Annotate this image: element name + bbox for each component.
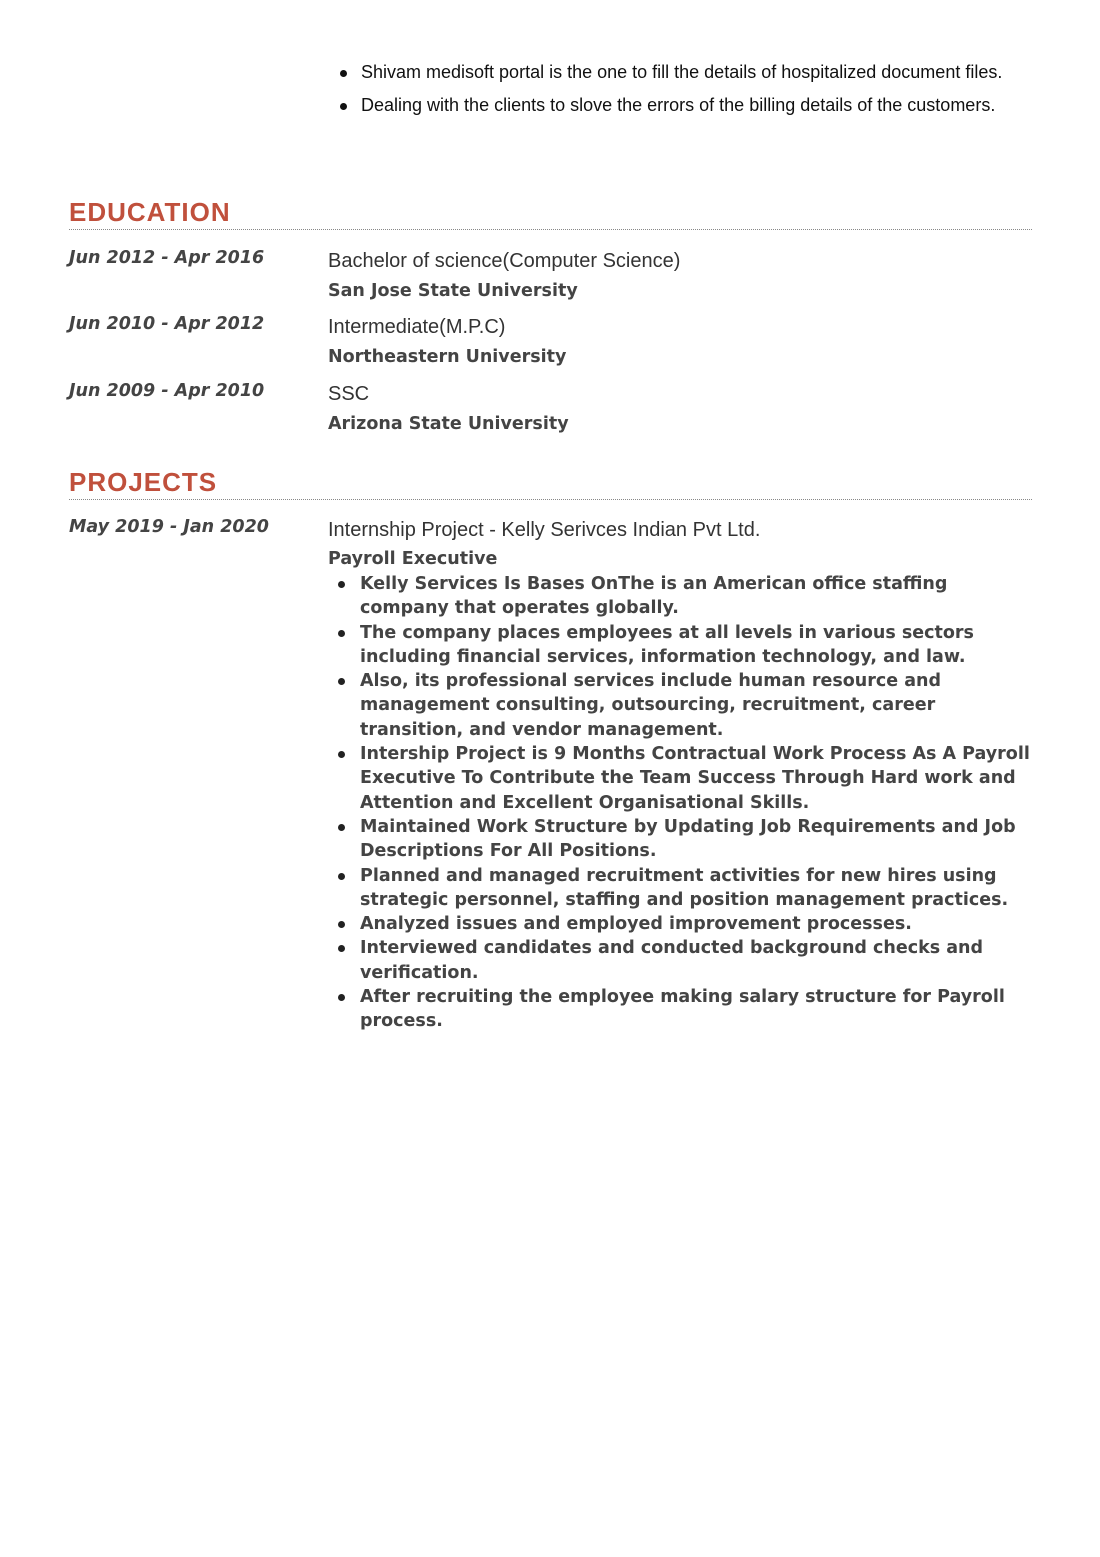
project-name: Internship Project - Kelly Serivces Indian Pvt Ltd. xyxy=(328,519,761,541)
bullet-item: Dealing with the clients to slove the errors of the billing details of the customers. xyxy=(338,93,1038,118)
education-section-header xyxy=(69,197,1032,230)
bullet-item: Also, its professional services include human resource and management consulting, outsourcing, recruitment, career transition, and vendor management. xyxy=(328,669,1033,742)
bullet-item: Shivam medisoft portal is the one to fill the details of hospitalized document files. xyxy=(338,60,1038,85)
school: San Jose State University xyxy=(328,281,578,301)
bullet-item: Analyzed issues and employed improvement processes. xyxy=(328,912,1033,936)
project-role: Payroll Executive xyxy=(328,549,498,569)
degree: SSC xyxy=(328,383,370,405)
bullet-item: After recruiting the employee making salary structure for Payroll process. xyxy=(328,985,1033,1034)
bullet-item: Kelly Services Is Bases OnThe is an American office staffing company that operates globally. xyxy=(328,572,1033,621)
school: Arizona State University xyxy=(328,414,569,434)
education-dates: Jun 2010 - Apr 2012 xyxy=(69,314,265,334)
section-divider xyxy=(69,229,1032,230)
project-bullets xyxy=(328,572,1033,1034)
bullet-item: Planned and managed recruitment activities for new hires using strategic personnel, staffing and position management practices. xyxy=(328,864,1033,913)
section-title: EDUCATION xyxy=(69,197,231,227)
education-dates: Jun 2009 - Apr 2010 xyxy=(69,381,265,401)
bullet-item: Interviewed candidates and conducted background checks and verification. xyxy=(328,936,1033,985)
school: Northeastern University xyxy=(328,347,567,367)
bullet-item: Maintained Work Structure by Updating Job Requirements and Job Descriptions For All Positions. xyxy=(328,815,1033,864)
degree: Intermediate(M.P.C) xyxy=(328,316,506,338)
degree: Bachelor of science(Computer Science) xyxy=(328,250,681,272)
project-dates: May 2019 - Jan 2020 xyxy=(69,517,269,537)
section-divider xyxy=(69,499,1032,500)
bullet-item: The company places employees at all levels in various sectors including financial services, information technology, and law. xyxy=(328,621,1033,670)
projects-section-header xyxy=(69,467,1032,500)
education-dates: Jun 2012 - Apr 2016 xyxy=(69,248,265,268)
section-title: PROJECTS xyxy=(69,467,218,497)
previous-experience-bullets xyxy=(338,60,1038,126)
bullet-item: Intership Project is 9 Months Contractual Work Process As A Payroll Executive To Contribute the Team Success Through Hard work and Attention and Excellent Organisational Skills. xyxy=(328,742,1033,815)
